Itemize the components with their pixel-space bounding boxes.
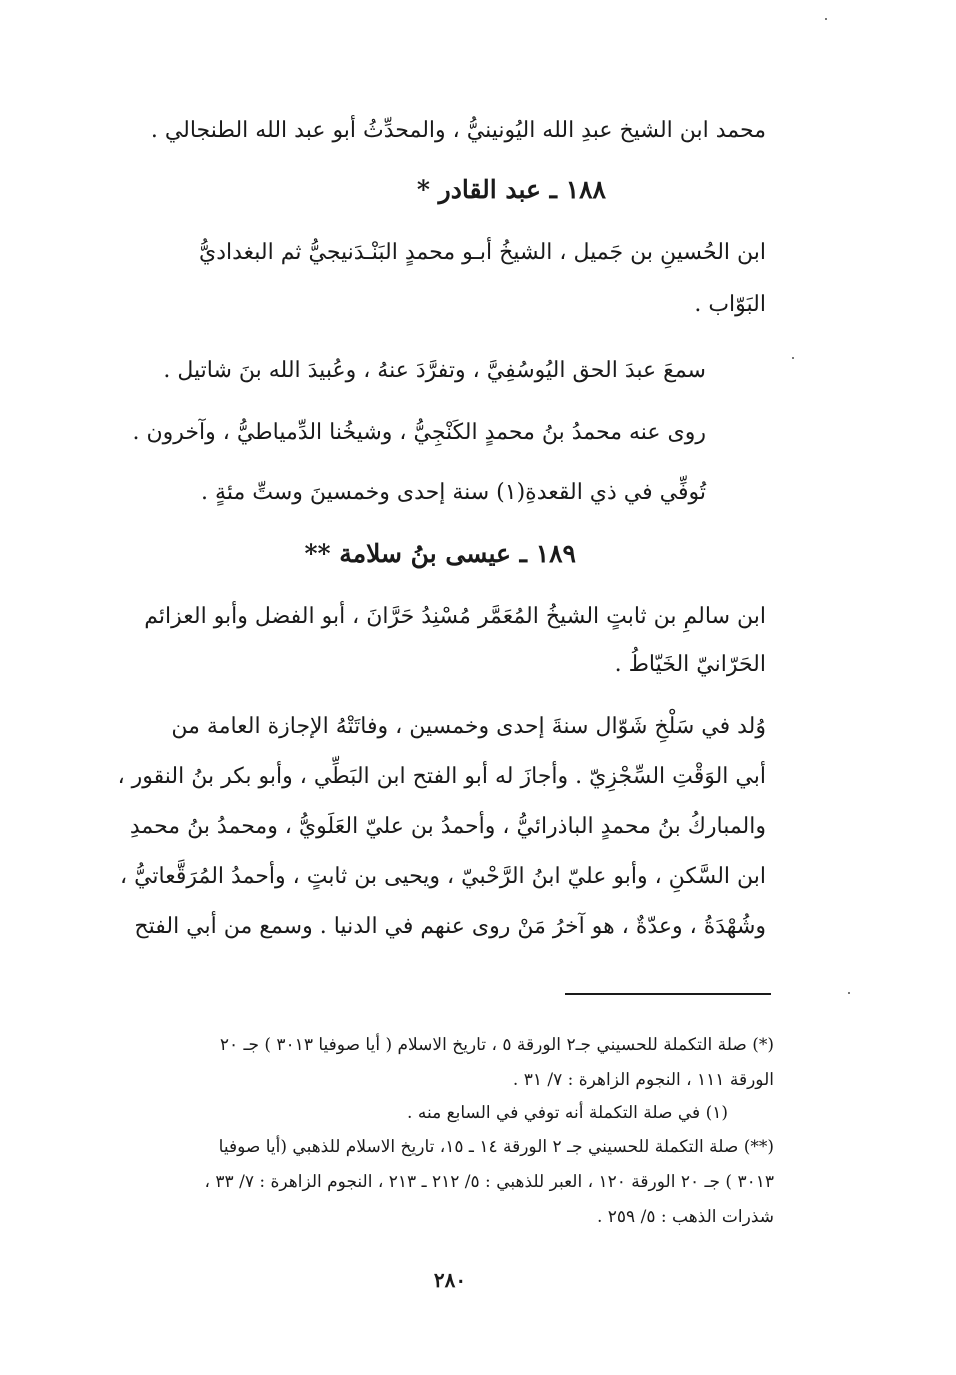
footnote-line: ٣٠١٣ ) جـ ٢٠ الورقة ١٢٠ ، العبر للذهبي : ٥/ ٢١٢ ـ ٢١٣ ، النجوم الزاهرة : ٧/ ٣٣ ، [204, 1172, 774, 1192]
body-line: والمباركُ بنُ محمدٍ الباذرائيُّ ، وأحمدُ بن عليّ العَلَويُّ ، ومحمدُ بنُ محمدِ [129, 814, 766, 839]
footnote-line: (*) صلة التكملة للحسيني جـ٢ الورقة ٥ ، تاريخ الاسلام ( أيا صوفيا ٣٠١٣ ) جـ ٢٠ [219, 1035, 774, 1055]
scan-speck [848, 992, 850, 994]
body-line: سمعَ عبدَ الحق اليُوسُفِيَّ ، وتفرَّدَ عنهُ ، وعُبيدَ الله بنَ شاتيل . [163, 358, 706, 383]
body-line: تُوفِّي في ذي القعدةِ(١) سنة إحدى وخمسينَ وستِّ مئةٍ . [201, 480, 706, 505]
body-line: الحَرّانيّ الخَيّاطُ . [614, 652, 766, 677]
body-line: ابن سالمِ بن ثابتٍ الشيخُ المُعَمَّر مُسْنِدُ حَرَّانَ ، أبو الفضل وأبو العزائم [144, 604, 766, 629]
page-number: ٢٨٠ [433, 1268, 467, 1292]
body-line: وشُهْدَةُ ، وعدّةٌ ، هو آخرُ مَنْ روى عنهم في الدنيا . وسمع من أبي الفتح [134, 914, 766, 939]
body-line: محمد ابن الشيخ عبدِ الله اليُونينيُّ ، والمحدِّثُ أبو عبد الله الطنجالي . [150, 118, 766, 143]
body-line: أبي الوَقْتِ السِّجْزِيّ . وأجازَ له أبو الفتح ابن البَطِّي ، وأبو بكر بنُ النقور ، [117, 764, 766, 789]
body-line: ابن الحُسينِ بن جَميل ، الشيخُ أبـو محمدٍ البَنْـدَنيجيُّ ثم البغداديُّ [198, 240, 766, 265]
footnote-line: (**) صلة التكملة للحسيني جـ ٢ الورقة ١٤ ـ ١٥، تاريخ الاسلام للذهبي (أيا صوفيا [218, 1137, 774, 1157]
scan-speck [825, 18, 827, 20]
body-line: البَوّاب . [694, 292, 766, 317]
entry-188-heading: ١٨٨ ـ عبد القادر * [416, 175, 606, 204]
body-line: ابن السَّكنِ ، وأبو عليّ ابنُ الرَّحْبيّ ، ويحيى بن ثابتٍ ، وأحمدُ المُرَقَّعاتيُّ ، [119, 864, 766, 889]
footnote-line: شذرات الذهب : ٥/ ٢٥٩ . [596, 1207, 774, 1227]
body-line: وُلد في سَلْخِ شَوّال سنةَ إحدى وخمسين ، وفاتَتْهُ الإجازة العامة من [171, 714, 766, 739]
footnote-line: الورقة ١١١ ، النجوم الزاهرة : ٧/ ٣١ . [512, 1070, 774, 1090]
footnote-line: (١) في صلة التكملة أنه توفي في السابع منه . [407, 1103, 728, 1123]
footnote-separator [565, 993, 771, 995]
entry-189-heading: ١٨٩ ـ عيسى بنُ سلامة ** [304, 539, 576, 568]
scan-speck [792, 357, 794, 359]
body-line: روى عنه محمدُ بنُ محمدٍ الكَنْجِيُّ ، وشيخُنا الدِّمياطيُّ ، وآخرون . [132, 420, 706, 445]
